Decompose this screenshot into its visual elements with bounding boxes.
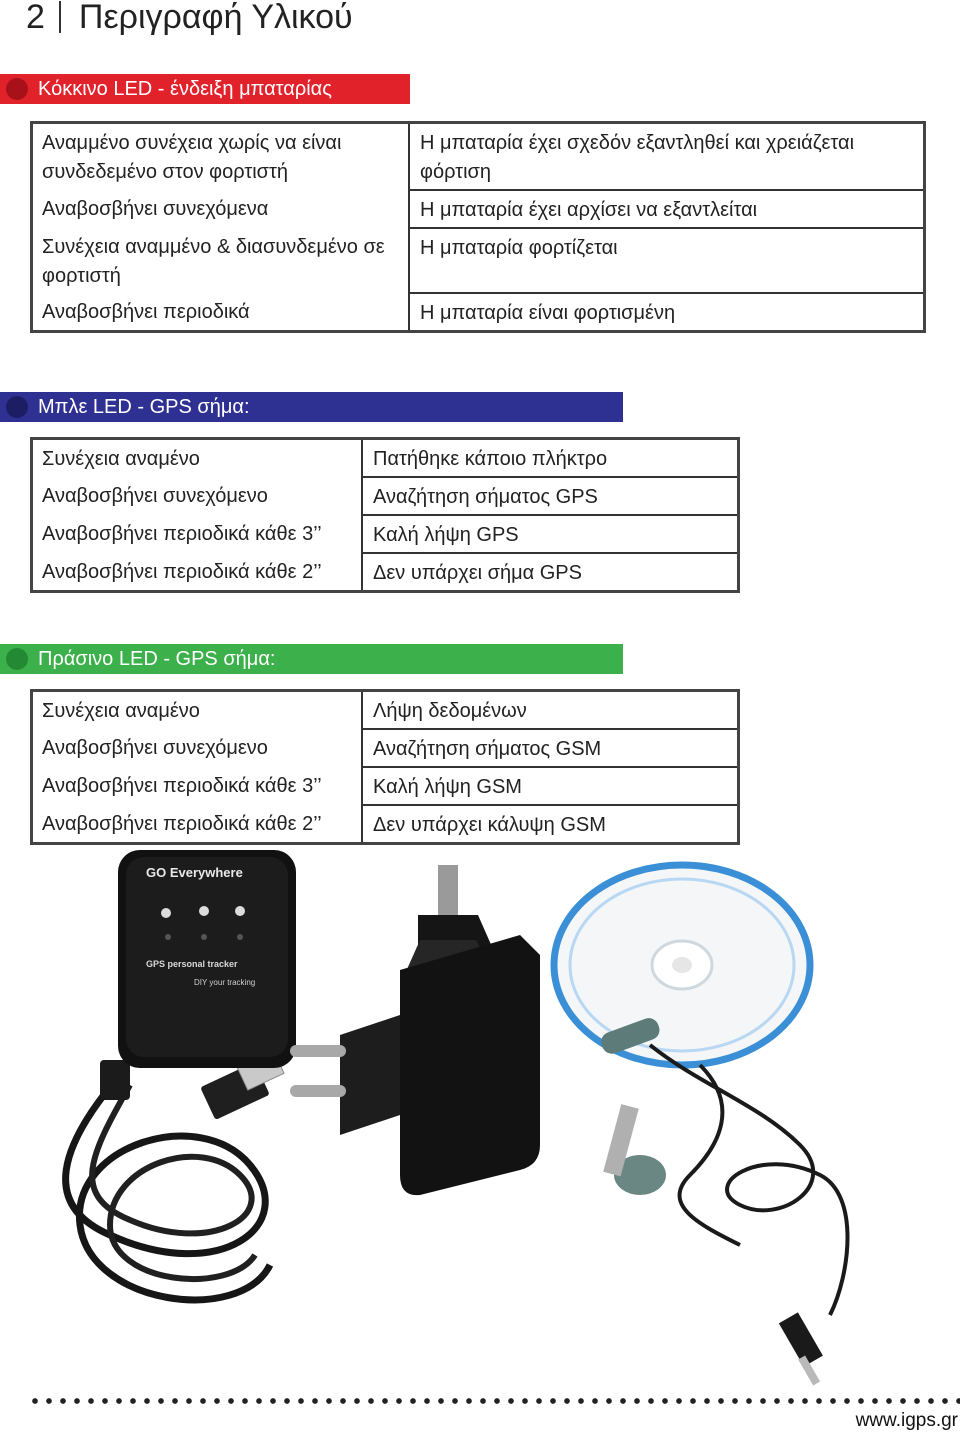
led-state: Συνέχεια αναμένο xyxy=(42,448,200,470)
led-state: Αναβοσβήνει περιοδικά κάθε 2’’ xyxy=(42,813,322,835)
red-led-dot-icon xyxy=(6,78,28,100)
led-meaning: Πατήθηκε κάποιο πλήκτρο xyxy=(362,439,739,478)
blue-led-title: Μπλε LED - GPS σήμα: xyxy=(38,395,250,418)
table-row xyxy=(32,293,925,332)
red-led-table xyxy=(30,121,926,333)
led-meaning: Η μπαταρία φορτίζεται xyxy=(409,228,925,293)
table-row xyxy=(32,439,739,478)
led-meaning: Αναζήτηση σήματος GPS xyxy=(362,477,739,515)
led-state: Αναβοσβήνει συνεχόμενο xyxy=(42,737,268,759)
led-meaning: Η μπαταρία έχει αρχίσει να εξαντλείται xyxy=(409,190,925,228)
table-row xyxy=(32,190,925,228)
green-led-heading xyxy=(0,644,623,674)
software-cd xyxy=(554,865,810,1065)
table-row xyxy=(32,805,739,844)
led-state: Αναβοσβήνει συνεχόμενα xyxy=(42,198,269,220)
table-row xyxy=(32,729,739,767)
green-led-title: Πράσινο LED - GPS σήμα: xyxy=(38,647,276,670)
header-divider xyxy=(59,1,61,33)
led-meaning: Η μπαταρία έχει σχεδόν εξαντληθεί και χρειάζεται φόρτιση xyxy=(409,123,925,191)
earphones xyxy=(598,1015,847,1385)
product-photo xyxy=(0,845,960,1390)
table-row xyxy=(32,767,739,805)
red-led-title: Κόκκινο LED - ένδειξη μπαταρίας xyxy=(38,77,332,100)
footer-dotted-divider xyxy=(28,1396,960,1406)
table-row xyxy=(32,553,739,592)
led-state: Συνέχεια αναμένο xyxy=(42,700,200,722)
tracker-tagline-text: DIY your tracking xyxy=(194,978,256,987)
green-led-dot-icon xyxy=(6,648,28,670)
table-row xyxy=(32,515,739,553)
page-number: 2 xyxy=(26,0,45,36)
led-meaning: Η μπαταρία είναι φορτισμένη xyxy=(409,293,925,332)
led-meaning: Αναζήτηση σήματος GSM xyxy=(362,729,739,767)
led-state: Αναμμένο συνέχεια χωρίς να είναι συνδεδεμένο στον φορτιστή xyxy=(42,132,342,183)
led-state: Αναβοσβήνει περιοδικά κάθε 3’’ xyxy=(42,523,322,545)
led-state: Αναβοσβήνει περιοδικά κάθε 2’’ xyxy=(42,561,322,583)
led-meaning: Δεν υπάρχει κάλυψη GSM xyxy=(362,805,739,844)
footer-website: www.igps.gr xyxy=(855,1410,958,1431)
led-meaning: Δεν υπάρχει σήμα GPS xyxy=(362,553,739,592)
blue-led-table xyxy=(30,437,740,593)
tracker-subtitle-text: GPS personal tracker xyxy=(146,959,238,969)
green-led-table xyxy=(30,689,740,845)
usb-cable xyxy=(66,1048,284,1300)
table-row xyxy=(32,123,925,191)
led-state: Αναβοσβήνει συνεχόμενο xyxy=(42,485,268,507)
led-state: Συνέχεια αναμμένο & διασυνδεμένο σε φορτιστή xyxy=(42,236,385,287)
gps-tracker-device xyxy=(118,850,296,1068)
page-title: Περιγραφή Υλικού xyxy=(78,0,353,36)
led-meaning: Καλή λήψη GPS xyxy=(362,515,739,553)
led-meaning: Καλή λήψη GSM xyxy=(362,767,739,805)
led-state: Αναβοσβήνει περιοδικά κάθε 3’’ xyxy=(42,775,322,797)
wall-charger xyxy=(290,935,540,1195)
led-state: Αναβοσβήνει περιοδικά xyxy=(42,301,250,323)
table-row xyxy=(32,691,739,730)
red-led-heading xyxy=(0,74,410,104)
page-header xyxy=(26,0,353,40)
led-meaning: Λήψη δεδομένων xyxy=(362,691,739,730)
table-row xyxy=(32,228,925,293)
blue-led-heading xyxy=(0,392,623,422)
table-row xyxy=(32,477,739,515)
tracker-brand-text: GO Everywhere xyxy=(146,865,243,880)
blue-led-dot-icon xyxy=(6,396,28,418)
